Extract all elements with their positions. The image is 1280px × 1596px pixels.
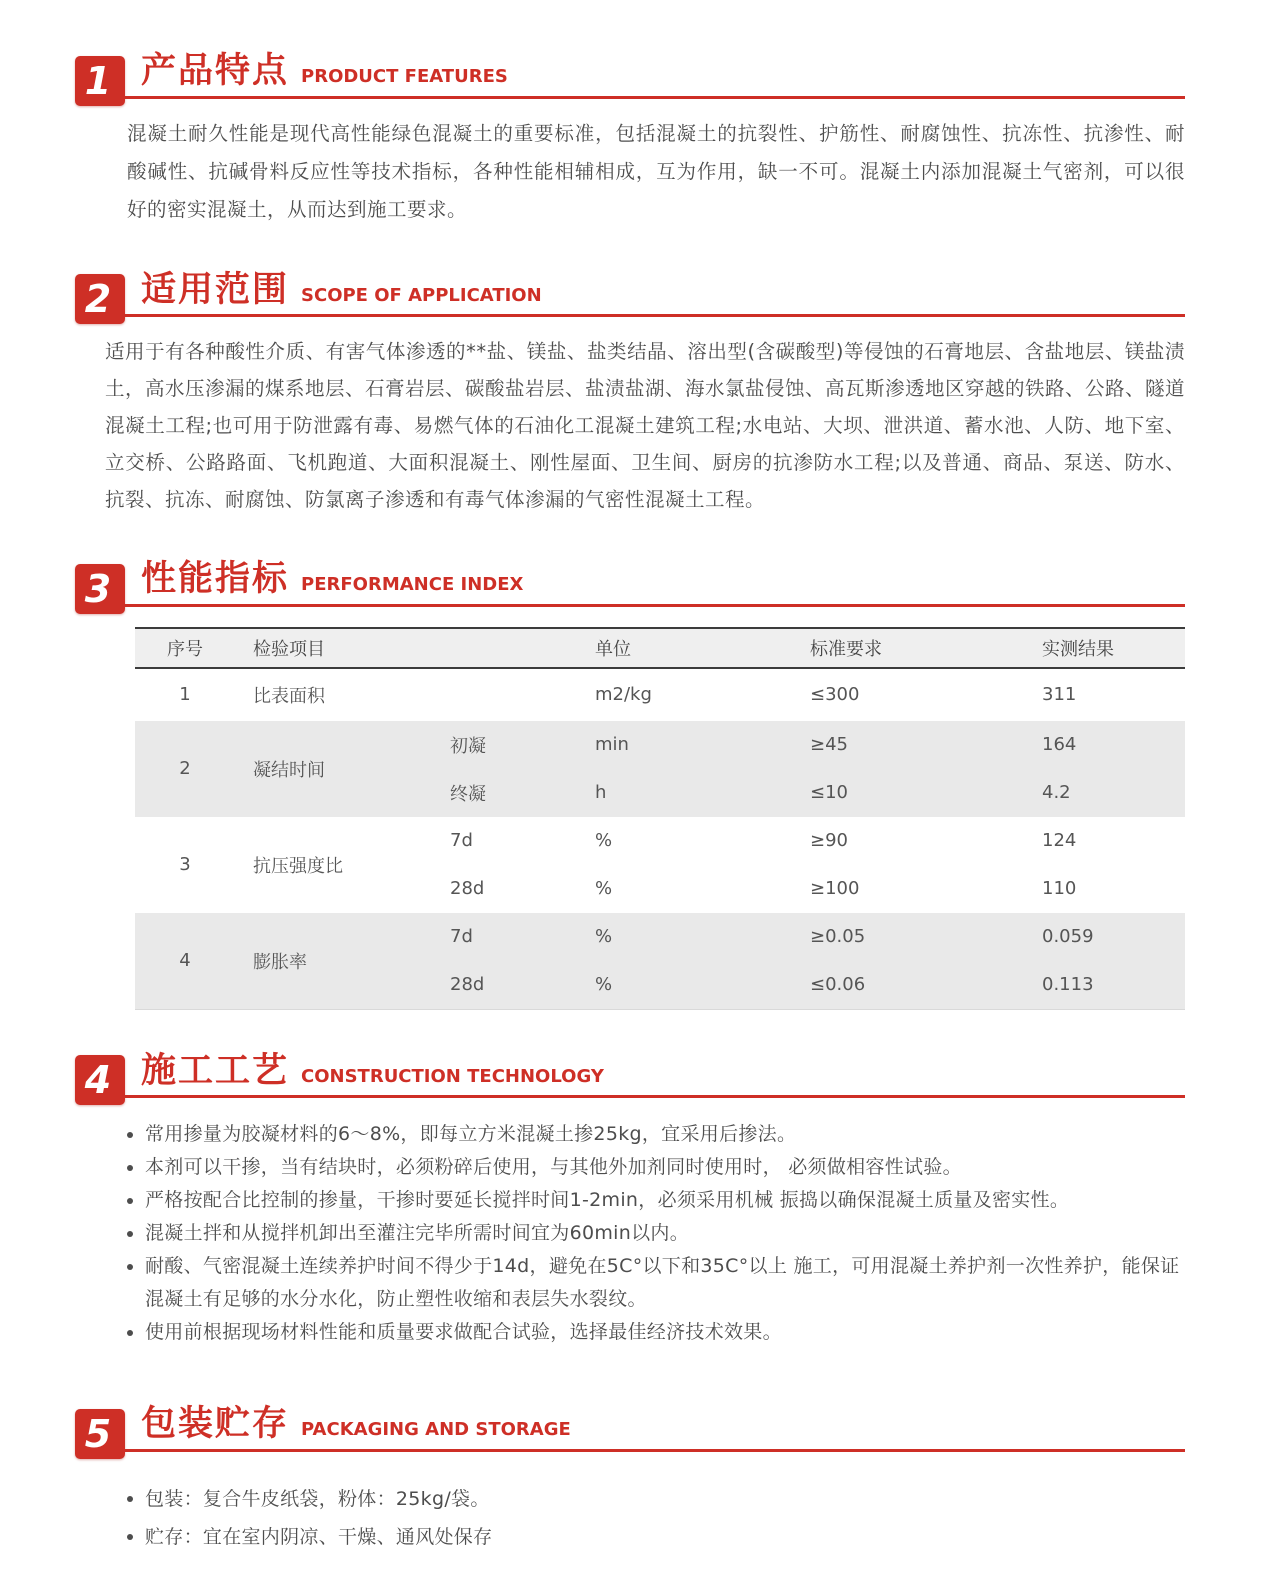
table-header-row <box>135 627 1185 669</box>
table-cell <box>430 669 580 721</box>
table-header-cell: 序号 <box>167 638 203 660</box>
section-title-bar <box>125 1052 1185 1099</box>
bullet-icon <box>127 1496 133 1502</box>
table-cell: 终凝 <box>450 783 486 805</box>
section-number-badge <box>75 564 125 614</box>
bullet-icon <box>127 1165 133 1171</box>
section-packaging-storage <box>75 1405 1185 1556</box>
table-cell: 311 <box>1042 684 1077 705</box>
table-cell: 初凝 <box>450 735 486 757</box>
table-cell: 7d <box>450 926 473 947</box>
table-header-cell <box>430 629 580 667</box>
section-title-bar <box>125 560 1185 607</box>
table-cell: % <box>595 926 613 947</box>
section-number-badge <box>75 274 125 324</box>
table-cell: 28d <box>450 878 485 899</box>
bullet-icon <box>127 1231 133 1237</box>
section-number: 2 <box>84 277 112 321</box>
section-3-header <box>75 559 1185 611</box>
section-construction-technology <box>75 1052 1185 1350</box>
section-subtitle-en: CONSTRUCTION TECHNOLOGY <box>301 1065 604 1087</box>
bullet-icon <box>127 1264 133 1270</box>
table-header-cell: 标准要求 <box>810 638 882 660</box>
table-row-compressive-strength <box>135 817 1185 913</box>
construction-bullet-list <box>127 1118 1185 1349</box>
bullet-icon <box>127 1132 133 1138</box>
table-cell: min <box>595 734 629 755</box>
table-header-cell: 实测结果 <box>1042 638 1114 660</box>
section-scope-of-application <box>75 271 1185 519</box>
bullet-icon <box>127 1330 133 1336</box>
table-cell: 0.059 <box>1042 926 1094 947</box>
bullet-item <box>127 1118 1185 1151</box>
table-cell: 4.2 <box>1042 782 1071 803</box>
table-header-cell: 单位 <box>595 638 631 660</box>
table-cell: % <box>595 974 613 995</box>
table-cell: 110 <box>1042 878 1077 899</box>
table-cell: ≥100 <box>810 878 860 899</box>
table-cell: 1 <box>179 684 191 705</box>
section-subtitle-en: PERFORMANCE INDEX <box>301 574 524 595</box>
section-subtitle-en: SCOPE OF APPLICATION <box>301 284 542 306</box>
section-performance-index <box>75 560 1185 1010</box>
table-cell: ≤0.06 <box>810 974 866 995</box>
bullet-text: 本剂可以干掺，当有结块时，必须粉碎后使用，与其他外加剂同时使用时， 必须做相容性试验。 <box>145 1156 962 1178</box>
table-cell: ≥45 <box>810 734 848 755</box>
bullet-text: 使用前根据现场材料性能和质量要求做配合试验，选择最佳经济技术效果。 <box>145 1321 782 1343</box>
section-subtitle-en: PACKAGING AND STORAGE <box>301 1419 571 1440</box>
section-title: 适用范围 <box>141 269 290 310</box>
table-header-cell: 检验项目 <box>253 638 325 660</box>
bullet-item <box>127 1316 1185 1349</box>
bullet-text: 包装：复合牛皮纸袋，粉体：25kg/袋。 <box>145 1487 490 1510</box>
bullet-item <box>127 1518 1185 1556</box>
section-subtitle-en: PRODUCT FEATURES <box>301 66 508 87</box>
table-cell: 2 <box>179 758 191 779</box>
table-cell: m2/kg <box>595 684 652 705</box>
section-product-features <box>75 52 1185 229</box>
section-number-badge <box>75 1055 125 1105</box>
section-number: 3 <box>84 566 112 611</box>
section-title-bar <box>125 1405 1185 1452</box>
table-cell: % <box>595 878 613 899</box>
table-cell: 124 <box>1042 830 1077 851</box>
section-title: 施工工艺 <box>141 1050 290 1091</box>
table-cell: ≥90 <box>810 830 848 851</box>
section-number: 1 <box>84 58 112 103</box>
table-cell: 膨胀率 <box>253 951 307 973</box>
table-cell: h <box>595 782 607 803</box>
section-5-header <box>75 1404 1185 1456</box>
bullet-text: 耐酸、气密混凝土连续养护时间不得少于14d，避免在5C°以下和35C°以上 施工，可用混凝土养护剂一次性养护，能保证混凝土有足够的水分水化，防止塑性收缩和表层失水裂纹。 <box>145 1255 1180 1310</box>
section-2-header <box>75 269 1185 321</box>
section-number-badge <box>75 1409 125 1459</box>
performance-table <box>135 627 1185 1010</box>
section-number-badge <box>75 56 125 106</box>
section-title-bar <box>125 271 1185 318</box>
section-4-header <box>75 1050 1185 1102</box>
scope-of-application-paragraph: 适用于有各种酸性介质、有害气体渗透的**盐、镁盐、盐类结晶、溶出型(含碳酸型)等侵蚀的石膏地层、含盐地层、镁盐渍土，高水压渗漏的煤系地层、石膏岩层、碳酸盐岩层、盐渍盐湖、海水氯盐侵蚀、高瓦斯渗透地区穿越的铁路、公路、隧道混凝土工程;也可用于防泄露有毒、易燃气体的石油化工混凝土建筑工程;水电站、大坝、泄洪道、蓄水池、人防、地下室、立交桥、公路路面、飞机跑道、大面积混凝土、刚性屋面、卫生间、厨房的抗渗防水工程;以及普通、商品、泵送、防水、抗裂、抗冻、耐腐蚀、防氯离子渗透和有毒气体渗漏的气密性混凝土工程。 <box>105 340 1186 511</box>
bullet-item <box>127 1480 1185 1518</box>
table-cell: 凝结时间 <box>253 759 325 781</box>
table-row-expansion-rate <box>135 913 1185 1010</box>
table-cell: 3 <box>179 854 191 875</box>
bullet-text: 常用掺量为胶凝材料的6～8%，即每立方米混凝土掺25kg，宜采用后掺法。 <box>145 1123 797 1145</box>
bullet-icon <box>127 1198 133 1204</box>
bullet-icon <box>127 1534 133 1540</box>
packaging-bullet-list <box>127 1480 1185 1556</box>
table-row-specific-surface <box>135 669 1185 721</box>
product-features-paragraph: 混凝土耐久性能是现代高性能绿色混凝土的重要标准，包括混凝土的抗裂性、护筋性、耐腐蚀性、抗冻性、抗渗性、耐酸碱性、抗碱骨料反应性等技术指标，各种性能相辅相成，互为作用，缺一不可。混凝土内添加混凝土气密剂，可以很好的密实混凝土，从而达到施工要求。 <box>127 121 1185 221</box>
section-title-bar <box>125 52 1185 99</box>
table-cell: 0.113 <box>1042 974 1094 995</box>
bullet-item <box>127 1250 1185 1316</box>
section-1-header <box>75 51 1185 103</box>
section-number: 4 <box>84 1058 112 1102</box>
table-cell: 比表面积 <box>253 685 325 707</box>
table-cell: ≤300 <box>810 684 860 705</box>
table-cell: 164 <box>1042 734 1077 755</box>
section-title: 性能指标 <box>141 559 290 599</box>
bullet-text: 混凝土拌和从搅拌机卸出至灌注完毕所需时间宜为60min以内。 <box>145 1222 690 1244</box>
bullet-item <box>127 1151 1185 1184</box>
bullet-item <box>127 1184 1185 1217</box>
section-title: 产品特点 <box>141 51 290 91</box>
bullet-text: 严格按配合比控制的掺量，干掺时要延长搅拌时间1-2min，必须采用机械 振捣以确保混凝土质量及密实性。 <box>145 1189 1070 1211</box>
table-cell: ≥0.05 <box>810 926 866 947</box>
section-title: 包装贮存 <box>141 1404 290 1444</box>
table-cell: 7d <box>450 830 473 851</box>
bullet-item <box>127 1217 1185 1250</box>
table-cell: 抗压强度比 <box>253 855 343 877</box>
table-cell: 28d <box>450 974 485 995</box>
table-cell: % <box>595 830 613 851</box>
table-cell: 4 <box>179 950 191 971</box>
bullet-text: 贮存：宜在室内阴凉、干燥、通风处保存 <box>145 1525 493 1548</box>
section-number: 5 <box>84 1411 112 1456</box>
table-cell: ≤10 <box>810 782 848 803</box>
table-row-setting-time <box>135 721 1185 817</box>
